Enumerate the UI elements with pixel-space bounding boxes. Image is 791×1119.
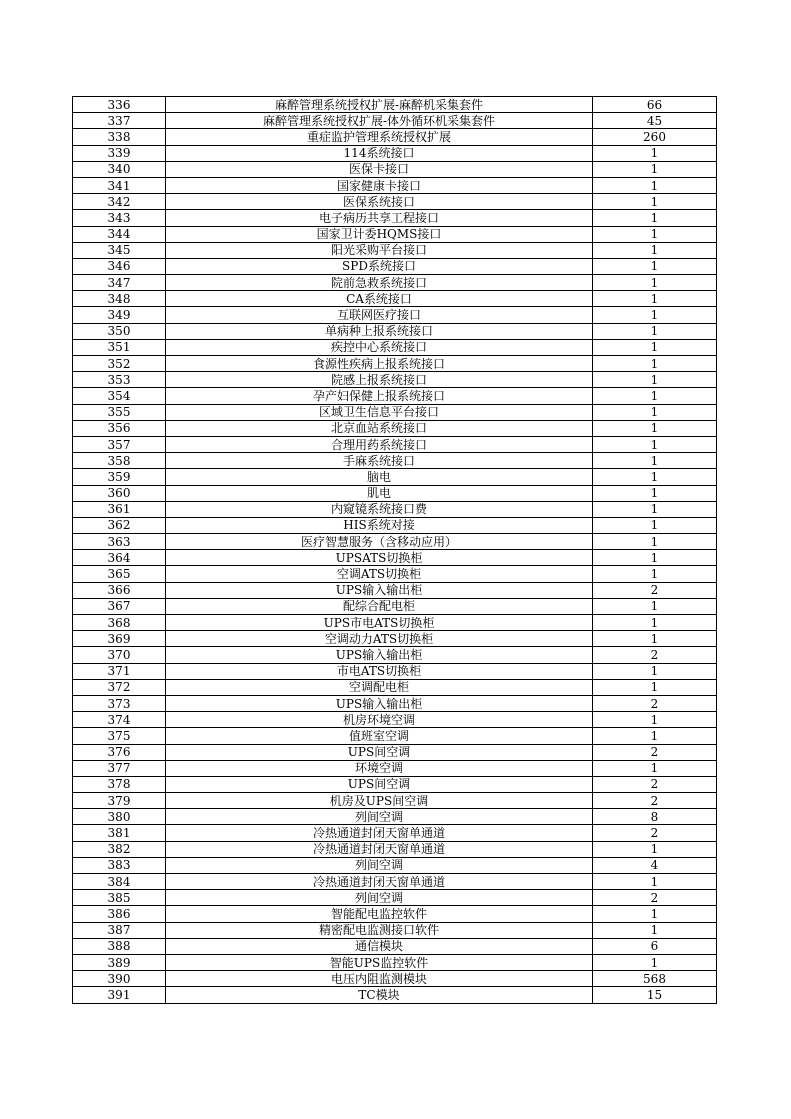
row-number-cell: 369 bbox=[73, 631, 166, 647]
row-number-cell: 350 bbox=[73, 323, 166, 339]
quantity-cell: 2 bbox=[593, 647, 717, 663]
table-row bbox=[73, 841, 717, 857]
row-number-cell: 346 bbox=[73, 258, 166, 274]
quantity-cell: 1 bbox=[593, 194, 717, 210]
table-row bbox=[73, 501, 717, 517]
equipment-table bbox=[72, 96, 717, 1004]
table-row bbox=[73, 857, 717, 873]
item-name-cell: 冷热通道封闭天窗单通道 bbox=[166, 825, 593, 841]
table-row bbox=[73, 906, 717, 922]
quantity-cell: 1 bbox=[593, 242, 717, 258]
quantity-cell: 1 bbox=[593, 291, 717, 307]
quantity-cell: 1 bbox=[593, 404, 717, 420]
row-number-cell: 366 bbox=[73, 582, 166, 598]
item-name-cell: 合理用药系统接口 bbox=[166, 436, 593, 452]
quantity-cell: 15 bbox=[593, 987, 717, 1003]
table-row bbox=[73, 145, 717, 161]
table-row bbox=[73, 663, 717, 679]
quantity-cell: 1 bbox=[593, 501, 717, 517]
item-name-cell: CA系统接口 bbox=[166, 291, 593, 307]
row-number-cell: 347 bbox=[73, 275, 166, 291]
row-number-cell: 389 bbox=[73, 954, 166, 970]
quantity-cell: 1 bbox=[593, 841, 717, 857]
row-number-cell: 391 bbox=[73, 987, 166, 1003]
row-number-cell: 344 bbox=[73, 226, 166, 242]
quantity-cell: 1 bbox=[593, 679, 717, 695]
table-row bbox=[73, 291, 717, 307]
item-name-cell: 单病种上报系统接口 bbox=[166, 323, 593, 339]
table-row bbox=[73, 97, 717, 113]
row-number-cell: 349 bbox=[73, 307, 166, 323]
quantity-cell: 4 bbox=[593, 857, 717, 873]
quantity-cell: 1 bbox=[593, 372, 717, 388]
row-number-cell: 367 bbox=[73, 598, 166, 614]
row-number-cell: 362 bbox=[73, 517, 166, 533]
item-name-cell: 市电ATS切换柜 bbox=[166, 663, 593, 679]
quantity-cell: 6 bbox=[593, 938, 717, 954]
table-row bbox=[73, 647, 717, 663]
row-number-cell: 337 bbox=[73, 113, 166, 129]
row-number-cell: 364 bbox=[73, 550, 166, 566]
table-row bbox=[73, 356, 717, 372]
item-name-cell: HIS系统对接 bbox=[166, 517, 593, 533]
row-number-cell: 390 bbox=[73, 971, 166, 987]
quantity-cell: 1 bbox=[593, 566, 717, 582]
item-name-cell: 冷热通道封闭天窗单通道 bbox=[166, 874, 593, 890]
table-row bbox=[73, 874, 717, 890]
quantity-cell: 1 bbox=[593, 307, 717, 323]
row-number-cell: 382 bbox=[73, 841, 166, 857]
item-name-cell: UPS输入输出柜 bbox=[166, 582, 593, 598]
table-row bbox=[73, 631, 717, 647]
row-number-cell: 379 bbox=[73, 793, 166, 809]
row-number-cell: 374 bbox=[73, 712, 166, 728]
quantity-cell: 1 bbox=[593, 663, 717, 679]
item-name-cell: 麻醉管理系统授权扩展-麻醉机采集套件 bbox=[166, 97, 593, 113]
row-number-cell: 360 bbox=[73, 485, 166, 501]
table-row bbox=[73, 242, 717, 258]
table-row bbox=[73, 809, 717, 825]
quantity-cell: 1 bbox=[593, 550, 717, 566]
item-name-cell: 机房及UPS间空调 bbox=[166, 793, 593, 809]
item-name-cell: UPS间空调 bbox=[166, 744, 593, 760]
quantity-cell: 1 bbox=[593, 339, 717, 355]
quantity-cell: 1 bbox=[593, 906, 717, 922]
table-row bbox=[73, 566, 717, 582]
table-row bbox=[73, 793, 717, 809]
item-name-cell: 电子病历共享工程接口 bbox=[166, 210, 593, 226]
item-name-cell: 手麻系统接口 bbox=[166, 453, 593, 469]
table-row bbox=[73, 258, 717, 274]
item-name-cell: 疾控中心系统接口 bbox=[166, 339, 593, 355]
row-number-cell: 370 bbox=[73, 647, 166, 663]
table-row bbox=[73, 307, 717, 323]
item-name-cell: 机房环境空调 bbox=[166, 712, 593, 728]
table-row bbox=[73, 890, 717, 906]
row-number-cell: 341 bbox=[73, 177, 166, 193]
item-name-cell: 阳光采购平台接口 bbox=[166, 242, 593, 258]
table-row bbox=[73, 760, 717, 776]
table-row bbox=[73, 776, 717, 792]
table-row bbox=[73, 210, 717, 226]
item-name-cell: 内窥镜系统接口费 bbox=[166, 501, 593, 517]
item-name-cell: 智能配电监控软件 bbox=[166, 906, 593, 922]
quantity-cell: 260 bbox=[593, 129, 717, 145]
quantity-cell: 2 bbox=[593, 744, 717, 760]
row-number-cell: 378 bbox=[73, 776, 166, 792]
row-number-cell: 376 bbox=[73, 744, 166, 760]
row-number-cell: 353 bbox=[73, 372, 166, 388]
quantity-cell: 45 bbox=[593, 113, 717, 129]
table-row bbox=[73, 695, 717, 711]
quantity-cell: 66 bbox=[593, 97, 717, 113]
row-number-cell: 354 bbox=[73, 388, 166, 404]
item-name-cell: 国家健康卡接口 bbox=[166, 177, 593, 193]
item-name-cell: 列间空调 bbox=[166, 809, 593, 825]
table-row bbox=[73, 679, 717, 695]
quantity-cell: 1 bbox=[593, 161, 717, 177]
quantity-cell: 1 bbox=[593, 534, 717, 550]
quantity-cell: 1 bbox=[593, 145, 717, 161]
table-row bbox=[73, 550, 717, 566]
row-number-cell: 345 bbox=[73, 242, 166, 258]
item-name-cell: UPS输入输出柜 bbox=[166, 695, 593, 711]
row-number-cell: 363 bbox=[73, 534, 166, 550]
row-number-cell: 340 bbox=[73, 161, 166, 177]
quantity-cell: 1 bbox=[593, 436, 717, 452]
table-row bbox=[73, 275, 717, 291]
row-number-cell: 386 bbox=[73, 906, 166, 922]
quantity-cell: 1 bbox=[593, 874, 717, 890]
item-name-cell: 空调动力ATS切换柜 bbox=[166, 631, 593, 647]
table-row bbox=[73, 177, 717, 193]
item-name-cell: TC模块 bbox=[166, 987, 593, 1003]
item-name-cell: 北京血站系统接口 bbox=[166, 420, 593, 436]
item-name-cell: 医保卡接口 bbox=[166, 161, 593, 177]
item-name-cell: SPD系统接口 bbox=[166, 258, 593, 274]
item-name-cell: 食源性疾病上报系统接口 bbox=[166, 356, 593, 372]
row-number-cell: 368 bbox=[73, 615, 166, 631]
item-name-cell: 孕产妇保健上报系统接口 bbox=[166, 388, 593, 404]
row-number-cell: 348 bbox=[73, 291, 166, 307]
quantity-cell: 2 bbox=[593, 890, 717, 906]
row-number-cell: 336 bbox=[73, 97, 166, 113]
item-name-cell: 列间空调 bbox=[166, 857, 593, 873]
row-number-cell: 356 bbox=[73, 420, 166, 436]
row-number-cell: 338 bbox=[73, 129, 166, 145]
row-number-cell: 387 bbox=[73, 922, 166, 938]
row-number-cell: 355 bbox=[73, 404, 166, 420]
item-name-cell: 院前急救系统接口 bbox=[166, 275, 593, 291]
table-row bbox=[73, 922, 717, 938]
quantity-cell: 2 bbox=[593, 825, 717, 841]
row-number-cell: 371 bbox=[73, 663, 166, 679]
quantity-cell: 1 bbox=[593, 517, 717, 533]
quantity-cell: 568 bbox=[593, 971, 717, 987]
quantity-cell: 8 bbox=[593, 809, 717, 825]
item-name-cell: 麻醉管理系统授权扩展-体外循环机采集套件 bbox=[166, 113, 593, 129]
quantity-cell: 2 bbox=[593, 776, 717, 792]
row-number-cell: 380 bbox=[73, 809, 166, 825]
item-name-cell: 列间空调 bbox=[166, 890, 593, 906]
row-number-cell: 388 bbox=[73, 938, 166, 954]
quantity-cell: 1 bbox=[593, 226, 717, 242]
table-row bbox=[73, 485, 717, 501]
table-row bbox=[73, 744, 717, 760]
row-number-cell: 365 bbox=[73, 566, 166, 582]
row-number-cell: 381 bbox=[73, 825, 166, 841]
table-row bbox=[73, 971, 717, 987]
quantity-cell: 2 bbox=[593, 695, 717, 711]
quantity-cell: 1 bbox=[593, 356, 717, 372]
quantity-cell: 1 bbox=[593, 728, 717, 744]
row-number-cell: 384 bbox=[73, 874, 166, 890]
table-row bbox=[73, 436, 717, 452]
quantity-cell: 1 bbox=[593, 258, 717, 274]
table-row bbox=[73, 113, 717, 129]
item-name-cell: 精密配电监测接口软件 bbox=[166, 922, 593, 938]
item-name-cell: UPS输入输出柜 bbox=[166, 647, 593, 663]
table-row bbox=[73, 372, 717, 388]
item-name-cell: UPS市电ATS切换柜 bbox=[166, 615, 593, 631]
quantity-cell: 1 bbox=[593, 615, 717, 631]
quantity-cell: 1 bbox=[593, 323, 717, 339]
table-row bbox=[73, 987, 717, 1003]
row-number-cell: 375 bbox=[73, 728, 166, 744]
item-name-cell: 智能UPS监控软件 bbox=[166, 954, 593, 970]
quantity-cell: 1 bbox=[593, 712, 717, 728]
item-name-cell: 国家卫计委HQMS接口 bbox=[166, 226, 593, 242]
row-number-cell: 377 bbox=[73, 760, 166, 776]
table-row bbox=[73, 469, 717, 485]
quantity-cell: 1 bbox=[593, 420, 717, 436]
item-name-cell: 空调ATS切换柜 bbox=[166, 566, 593, 582]
row-number-cell: 352 bbox=[73, 356, 166, 372]
item-name-cell: 脑电 bbox=[166, 469, 593, 485]
row-number-cell: 373 bbox=[73, 695, 166, 711]
quantity-cell: 1 bbox=[593, 954, 717, 970]
quantity-cell: 2 bbox=[593, 793, 717, 809]
table-row bbox=[73, 420, 717, 436]
table-row bbox=[73, 404, 717, 420]
quantity-cell: 1 bbox=[593, 760, 717, 776]
table-row bbox=[73, 938, 717, 954]
item-name-cell: 电压内阻监测模块 bbox=[166, 971, 593, 987]
table-row bbox=[73, 825, 717, 841]
row-number-cell: 385 bbox=[73, 890, 166, 906]
item-name-cell: 区域卫生信息平台接口 bbox=[166, 404, 593, 420]
quantity-cell: 1 bbox=[593, 177, 717, 193]
table-row bbox=[73, 226, 717, 242]
quantity-cell: 1 bbox=[593, 210, 717, 226]
quantity-cell: 1 bbox=[593, 631, 717, 647]
quantity-cell: 1 bbox=[593, 453, 717, 469]
item-name-cell: 环境空调 bbox=[166, 760, 593, 776]
item-name-cell: 冷热通道封闭天窗单通道 bbox=[166, 841, 593, 857]
table-row bbox=[73, 129, 717, 145]
table-row bbox=[73, 517, 717, 533]
item-name-cell: 院感上报系统接口 bbox=[166, 372, 593, 388]
row-number-cell: 372 bbox=[73, 679, 166, 695]
table-row bbox=[73, 388, 717, 404]
row-number-cell: 343 bbox=[73, 210, 166, 226]
table-row bbox=[73, 712, 717, 728]
table-row bbox=[73, 728, 717, 744]
item-name-cell: 值班室空调 bbox=[166, 728, 593, 744]
item-name-cell: 医保系统接口 bbox=[166, 194, 593, 210]
table-row bbox=[73, 582, 717, 598]
row-number-cell: 358 bbox=[73, 453, 166, 469]
quantity-cell: 1 bbox=[593, 485, 717, 501]
row-number-cell: 359 bbox=[73, 469, 166, 485]
table-body bbox=[73, 97, 717, 1004]
row-number-cell: 339 bbox=[73, 145, 166, 161]
item-name-cell: UPS间空调 bbox=[166, 776, 593, 792]
quantity-cell: 1 bbox=[593, 388, 717, 404]
table-row bbox=[73, 615, 717, 631]
item-name-cell: UPSATS切换柜 bbox=[166, 550, 593, 566]
table-row bbox=[73, 323, 717, 339]
row-number-cell: 383 bbox=[73, 857, 166, 873]
row-number-cell: 351 bbox=[73, 339, 166, 355]
table-row bbox=[73, 534, 717, 550]
table-row bbox=[73, 954, 717, 970]
quantity-cell: 2 bbox=[593, 582, 717, 598]
item-name-cell: 医疗智慧服务（含移动应用） bbox=[166, 534, 593, 550]
quantity-cell: 1 bbox=[593, 275, 717, 291]
row-number-cell: 361 bbox=[73, 501, 166, 517]
row-number-cell: 342 bbox=[73, 194, 166, 210]
table-row bbox=[73, 453, 717, 469]
row-number-cell: 357 bbox=[73, 436, 166, 452]
table-row bbox=[73, 194, 717, 210]
quantity-cell: 1 bbox=[593, 598, 717, 614]
table-row bbox=[73, 339, 717, 355]
item-name-cell: 肌电 bbox=[166, 485, 593, 501]
item-name-cell: 114系统接口 bbox=[166, 145, 593, 161]
item-name-cell: 互联网医疗接口 bbox=[166, 307, 593, 323]
item-name-cell: 重症监护管理系统授权扩展 bbox=[166, 129, 593, 145]
quantity-cell: 1 bbox=[593, 469, 717, 485]
quantity-cell: 1 bbox=[593, 922, 717, 938]
table-row bbox=[73, 598, 717, 614]
table-row bbox=[73, 161, 717, 177]
item-name-cell: 通信模块 bbox=[166, 938, 593, 954]
item-name-cell: 空调配电柜 bbox=[166, 679, 593, 695]
item-name-cell: 配综合配电柜 bbox=[166, 598, 593, 614]
